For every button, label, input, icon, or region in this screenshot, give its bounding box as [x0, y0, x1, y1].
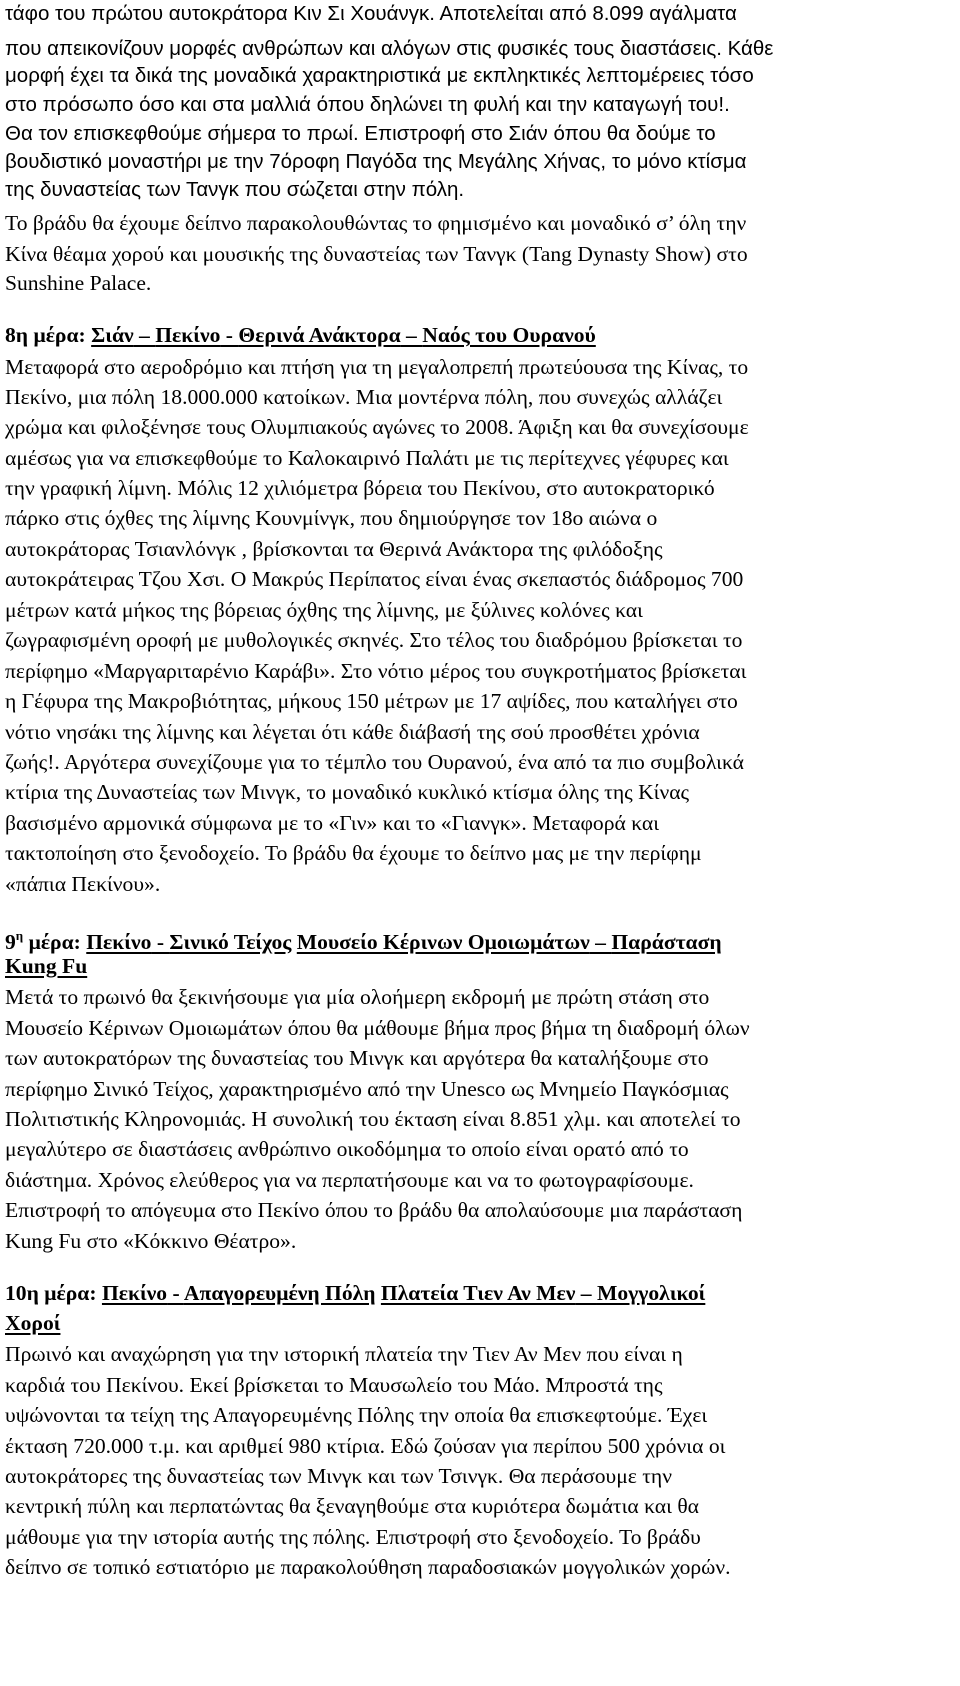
intro-line: που απεικονίζουν μορφές ανθρώπων και αλόγων στις φυσικές τους διαστάσεις. Κάθε	[5, 37, 774, 60]
day8-line: αυτοκράτορας Τσιανλόνγκ , βρίσκονται τα Θερινά Ανάκτορα της φιλόδοξης	[5, 537, 663, 561]
day9-line: διάστημα. Χρόνος ελεύθερος για να περπατήσουμε και να το φωτογραφίσουμε.	[5, 1168, 694, 1192]
separator: –	[133, 323, 156, 347]
day8-line: αμέσως για να επισκεφθούμε το Καλοκαιρινό Παλάτι με τις περίτεχνες γέφυρες και	[5, 446, 729, 470]
day8-line: αυτοκράτειρας Τζου Χσι. Ο Μακρύς Περίπατος είναι ένας σκεπαστός διάδρομος 700	[5, 567, 744, 591]
destination: Χοροί	[5, 1311, 61, 1335]
day9-line: Επιστροφή το απόγευμα στο Πεκίνο όπου το βράδυ θα απολαύσουμε μια παράσταση	[5, 1198, 743, 1222]
day8-heading	[5, 323, 596, 347]
separator: -	[220, 323, 239, 347]
day10-line: υψώνονται τα τείχη της Απαγορευμένης Πόλης την οποία θα επισκεφτούμε. Έχει	[5, 1403, 708, 1427]
day10-heading-cont	[5, 1311, 60, 1335]
destination: Παράσταση	[611, 930, 722, 954]
day10-line: κεντρική πύλη και περπατώντας θα ξεναγηθούμε στα κυριότερα δωμάτια και θα	[5, 1494, 699, 1518]
destination: Θερινά Ανάκτορα	[238, 323, 401, 347]
intro-line: μορφή έχει τα δικά της μοναδικά χαρακτηριστικά με εκπληκτικές λεπτομέρειες τόσο	[5, 64, 754, 87]
day8-line: «πάπια Πεκίνου».	[5, 872, 161, 896]
day10-line: καρδιά του Πεκίνου. Εκεί βρίσκεται το Μαυσωλείο του Μάο. Μπροστά της	[5, 1373, 663, 1397]
day-number: 9	[5, 930, 16, 954]
destination: Kung Fu	[5, 954, 88, 978]
day8-line: τακτοποίηση στο ξενοδοχείο. Το βράδυ θα έχουμε το δείπνο μας με την περίφημ	[5, 841, 702, 865]
destination: Πεκίνο	[155, 323, 221, 347]
day9-line: Μετά το πρωινό θα ξεκινήσουμε για μία ολοήμερη εκδρομή με πρώτη στάση στο	[5, 985, 710, 1009]
day8-line: την γραφική λίμνη. Μόλις 12 χιλιόμετρα βόρεια του Πεκίνου, στο αυτοκρατορικό	[5, 476, 715, 500]
destination: Πλατεία Τιεν Αν Μεν	[380, 1281, 576, 1305]
destination: Σιάν	[91, 323, 134, 347]
intro-line: της δυναστείας των Τανγκ που σώζεται στην πόλη.	[5, 178, 465, 201]
day-label: μέρα:	[23, 930, 81, 954]
separator: –	[589, 930, 612, 954]
separator: –	[575, 1281, 597, 1305]
day8-line: κτίρια της Δυναστείας των Μινγκ, το μοναδικό κυκλικό κτίσμα όλης της Κίνας	[5, 780, 690, 804]
day10-line: Πρωινό και αναχώρηση για την ιστορική πλατεία την Τιεν Αν Μεν που είναι η	[5, 1342, 683, 1366]
day8-line: πάρκο στις όχθες της λίμνης Κουνμίνγκ, που δημιούργησε τον 18ο αιώνα ο	[5, 506, 658, 530]
destination: Πεκίνο	[86, 930, 152, 954]
day9-line: των αυτοκρατόρων της δυναστείας του Μινγκ και αργότερα θα καταλήξουμε στο	[5, 1046, 709, 1070]
separator: –	[400, 323, 423, 347]
day-ordinal-suffix: η	[15, 928, 24, 943]
separator: -	[167, 1281, 184, 1305]
day8-line: χρώμα και φιλοξένησε τους Ολυμπιακούς αγώνες το 2008. Άφιξη και θα συνεχίσουμε	[5, 415, 749, 439]
day8-line: ζωής!. Αργότερα συνεχίζουμε για το τέμπλο του Ουρανού, ένα από τα πιο συμβολικά	[5, 750, 744, 774]
day10-line: δείπνο σε τοπικό εστιατόριο με παρακολούθηση παραδοσιακών μογγολικών χορών.	[5, 1555, 731, 1579]
day8-line: η Γέφυρα της Μακροβιότητας, μήκους 150 μέτρων με 17 αψίδες, που καταλήγει στο	[5, 689, 738, 713]
destination: Απαγορευμένη Πόλη	[183, 1281, 376, 1305]
day10-heading	[5, 1281, 705, 1305]
day9-heading-cont	[5, 954, 87, 978]
day8-line: μέτρων κατά μήκος της βόρειας όχθης της λίμνης, με ξύλινες κολόνες και	[5, 598, 643, 622]
day9-line: Kung Fu στο «Κόκκινο Θέατρο».	[5, 1229, 297, 1253]
day10-line: μάθουμε για την ιστορία αυτής της πόλης. Επιστροφή στο ξενοδοχείο. Το βράδυ	[5, 1525, 701, 1549]
intro-line: Sunshine Palace.	[5, 271, 152, 295]
day8-line: ζωγραφισμένη οροφή με μυθολογικές σκηνές. Στο τέλος του διαδρόμου βρίσκεται το	[5, 628, 743, 652]
day10-line: έκταση 720.000 τ.μ. και αριθμεί 980 κτίρια. Εδώ ζούσαν για περίπου 500 χρόνια οι	[5, 1434, 726, 1458]
day8-line: Μεταφορά στο αεροδρόμιο και πτήση για τη μεγαλοπρεπή πρωτεύουσα της Κίνας, το	[5, 355, 749, 379]
intro-line: τάφο του πρώτου αυτοκράτορα Κιν Σι Χουάνγκ. Αποτελείται από 8.099 αγάλματα	[5, 2, 737, 25]
intro-line: Το βράδυ θα έχουμε δείπνο παρακολουθώντας το φημισμένο και μοναδικό σ’ όλη την	[5, 211, 747, 235]
intro-line: Θα τον επισκεφθούμε σήμερα το πρωί. Επιστροφή στο Σιάν όπου θα δούμε το	[5, 122, 716, 145]
day9-line: Πολιτιστικής Κληρονομιάς. Η συνολική του έκταση είναι 8.851 χλμ. και αποτελεί το	[5, 1107, 741, 1131]
day-label: 8η μέρα:	[5, 323, 86, 347]
intro-line: Κίνα θέαμα χορού και μουσικής της δυναστείας των Τανγκ (Tang Dynasty Show) στο	[5, 242, 748, 266]
intro-line: βουδιστικό μοναστήρι με την 7όροφη Παγόδα της Μεγάλης Χήνας, το μόνο κτίσμα	[5, 150, 747, 173]
day8-line: περίφημο «Μαργαριταρένιο Καράβι». Στο νότιο μέρος του συγκροτήματος βρίσκεται	[5, 659, 747, 683]
destination: Ναός του Ουρανού	[422, 323, 596, 347]
day8-line: βασισμένο αρμονικά σύμφωνα με το «Γιν» και το «Γιανγκ». Μεταφορά και	[5, 811, 660, 835]
separator: -	[151, 930, 170, 954]
destination: Σινικό Τείχος	[169, 930, 292, 954]
intro-line: στο πρόσωπο όσο και στα μαλλιά όπου δηλώνει τη φυλή και την καταγωγή του!.	[5, 93, 730, 116]
day8-line: νότιο νησάκι της λίμνης και λέγεται ότι κάθε διάβασή της σού προσθέτει χρόνια	[5, 720, 700, 744]
day9-heading	[5, 924, 722, 954]
day8-line: Πεκίνο, μια πόλη 18.000.000 κατοίκων. Μια μοντέρνα πόλη, που συνεχώς αλλάζει	[5, 385, 723, 409]
day10-line: αυτοκράτορες της δυναστείας των Μινγκ και των Τσινγκ. Θα περάσουμε την	[5, 1464, 672, 1488]
destination: Πεκίνο	[101, 1281, 168, 1305]
destination: Μουσείο Κέρινων Ομοιωμάτων	[296, 930, 590, 954]
destination: Μογγολικοί	[596, 1281, 706, 1305]
day9-line: μεγαλύτερο σε διαστάσεις ανθρώπινο οικοδόμημα το οποίο είναι ορατό από το	[5, 1137, 689, 1161]
day-label: 10η μέρα:	[5, 1281, 97, 1305]
day9-line: περίφημο Σινικό Τείχος, χαρακτηρισμένο από την Unesco ως Μνημείο Παγκόσμιας	[5, 1077, 729, 1101]
day9-line: Μουσείο Κέρινων Ομοιωμάτων όπου θα μάθουμε βήμα προς βήμα τη διαδρομή όλων	[5, 1016, 750, 1040]
